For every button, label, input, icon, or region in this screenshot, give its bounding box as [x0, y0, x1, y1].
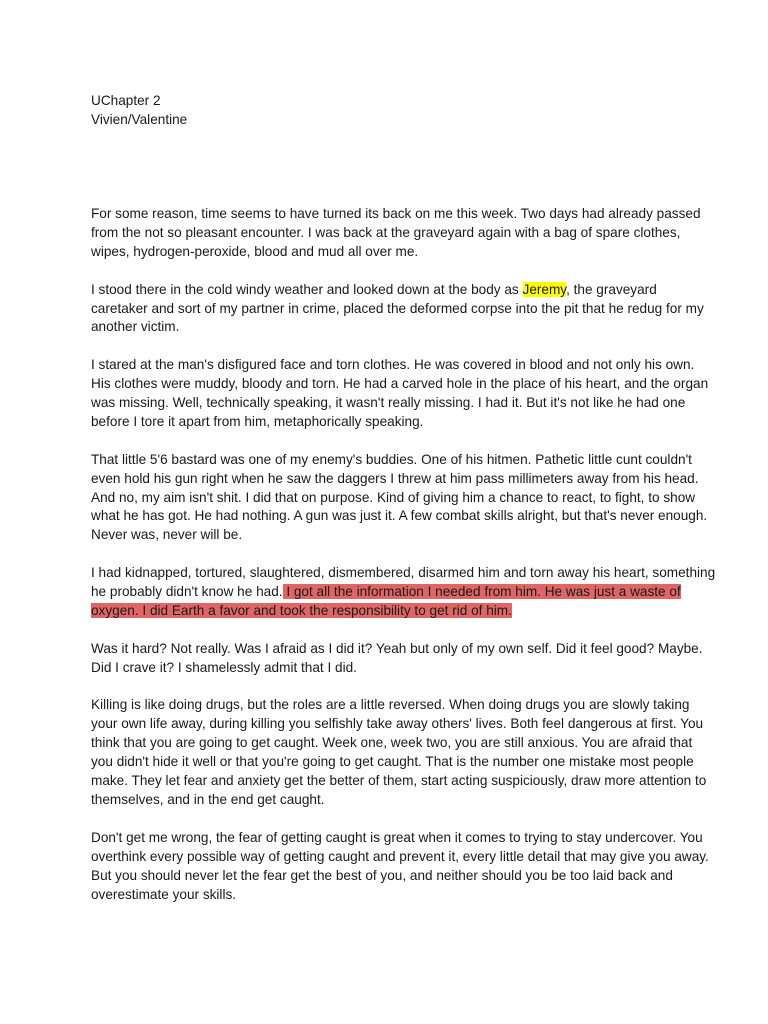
paragraph-1: For some reason, time seems to have turned its back on me this week. Two days had already passed from the not so pleasant encounter. I was back at the graveyard again with a bag of spare clothes, wipes, hydrogen-peroxide, blood and mud all over me.: [91, 206, 701, 259]
paragraph-5: [91, 564, 717, 621]
highlight-jeremy: Jeremy: [522, 281, 567, 297]
paragraph-7: Killing is like doing drugs, but the roles are a little reversed. When doing drugs you are slowly taking your own life away, during killing you selfishly take away others' lives. Both feel dangerous at first. You think that you are going to get caught. Week one, week two, you are still anxious. You are afraid that you didn't hide it well or that you're going to get caught. That is the number one mistake most people make. They let fear and anxiety get the better of them, start acting suspiciously, draw more attention to themselves, and in the end get caught.: [91, 697, 707, 807]
highlight-red-passage: I got all the information I needed from him. He was just a waste of oxygen. I did Earth a favor and took the responsibility to get rid of him.: [91, 584, 681, 618]
paragraph-8: Don't get me wrong, the fear of getting caught is great when it comes to trying to stay undercover. You overthink every possible way of getting caught and prevent it, every little detail that may give you away. But you should never let the fear get the best of you, and neither should you be too laid back and overestimate your skills.: [91, 829, 709, 902]
paragraph-5-text-before: I had kidnapped, tortured, slaughtered, dismembered, disarmed him and torn away his heart, something he probably didn't know he had.: [91, 565, 716, 600]
paragraph-2-text-before: I stood there in the cold windy weather and looked down at the body as: [91, 281, 523, 297]
chapter-header: [91, 92, 691, 130]
chapter-title: Vivien/Valentine: [91, 111, 188, 127]
paragraph-6: Was it hard? Not really. Was I afraid as I did it? Yeah but only of my own self. Did it feel good? Maybe. Did I crave it? I shamelessly admit that I did.: [91, 640, 703, 675]
paragraph-4: That little 5'6 bastard was one of my enemy's buddies. One of his hitmen. Pathetic little cunt couldn't even hold his gun right when he saw the daggers I threw at him pass millimeters away from his head. And no, my aim isn't shit. I did that on purpose. Kind of giving him a chance to react, to fight, to show what he has got. He had nothing. A gun was just it. A few combat skills alright, but that's never enough. Never was, never will be.: [91, 451, 708, 543]
paragraph-3: I stared at the man's disfigured face and torn clothes. He was covered in blood and not only his own. His clothes were muddy, bloody and torn. He had a carved hole in the place of his heart, and the organ was missing. Well, technically speaking, it wasn't really missing. I had it. But it's not like he had one before I tore it apart from him, metaphorically speaking.: [91, 357, 709, 429]
chapter-body: [91, 205, 717, 923]
paragraph-2: [91, 281, 717, 338]
paragraph-2-text-after: , the graveyard caretaker and sort of my partner in crime, placed the deformed corpse into the pit that he redug for my another victim.: [91, 281, 704, 335]
chapter-number: UChapter 2: [91, 93, 161, 108]
